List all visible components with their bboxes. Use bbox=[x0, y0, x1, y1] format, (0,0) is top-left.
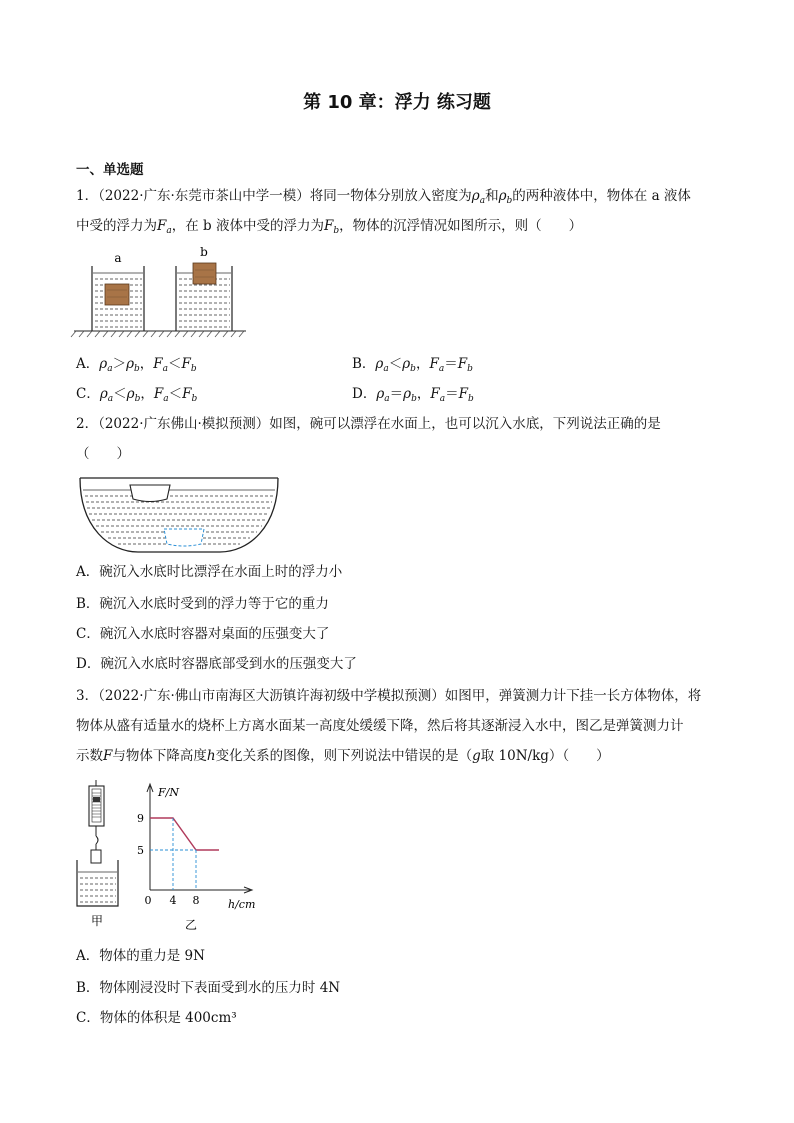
q2-stem-line2: （ ） bbox=[76, 446, 130, 462]
q2-option-d[interactable]: D．碗沉入水底时容器底部受到水的压强变大了 bbox=[76, 656, 357, 672]
q3-spring-balance-figure bbox=[74, 780, 126, 930]
q1-stem-line1: 1．（2022·广东·东莞市茶山中学一模）将同一物体分别放入密度为$\rho_a$和$\rho_b$的两种液体中，物体在 a 液体 bbox=[76, 188, 691, 206]
q2-option-a[interactable]: A．碗沉入水底时比漂浮在水面上时的浮力小 bbox=[76, 564, 343, 580]
chart-x-label: h/cm bbox=[228, 898, 256, 911]
q1-stem-line2: 中受的浮力为$F_a$，在 b 液体中受的浮力为$F_b$，物体的沉浮情况如图所示，则（ ） bbox=[76, 218, 583, 236]
chart-x-tick-8: 8 bbox=[192, 894, 200, 907]
q2-stem-line1: 2．（2022·广东佛山·模拟预测）如图，碗可以漂浮在水面上，也可以沉入水底，下列说法正确的是 bbox=[76, 416, 661, 432]
q3-stem-line3: 示数F与物体下降高度h变化关系的图像，则下列说法中错误的是（g取 10N/kg）（ ） bbox=[76, 748, 610, 764]
chart-x-tick-4: 4 bbox=[169, 894, 177, 907]
q1-option-a[interactable]: A．$\rho_a>\rho_b$，$F_a<F_b$ bbox=[76, 356, 197, 374]
q3-label-jia: 甲 bbox=[90, 914, 104, 928]
q3-label-yi: 乙 bbox=[184, 918, 198, 932]
q2-option-b[interactable]: B．碗沉入水底时受到的浮力等于它的重力 bbox=[76, 596, 329, 612]
q3-option-c[interactable]: C．物体的体积是 400cm³ bbox=[76, 1010, 237, 1026]
q1-beakers-figure bbox=[74, 246, 248, 338]
page-title: 第 10 章：浮力 练习题 bbox=[303, 92, 491, 113]
q3-option-b[interactable]: B．物体刚浸没时下表面受到水的压力时 4N bbox=[76, 980, 341, 996]
q1-label-b: b bbox=[200, 245, 208, 259]
chart-series-line bbox=[150, 818, 219, 850]
q3-force-height-chart bbox=[136, 784, 266, 934]
q1-option-b[interactable]: B．$\rho_a<\rho_b$，$F_a=F_b$ bbox=[352, 356, 473, 374]
chart-y-label: F/N bbox=[158, 786, 179, 799]
q3-option-a[interactable]: A．物体的重力是 9N bbox=[76, 948, 205, 964]
section-heading: 一、单选题 bbox=[76, 162, 144, 178]
q3-stem-line2: 物体从盛有适量水的烧杯上方离水面某一高度处缓缓下降，然后将其逐渐浸入水中，图乙是弹簧测力计 bbox=[76, 718, 684, 734]
q3-stem-line1: 3．（2022·广东·佛山市南海区大沥镇许海初级中学模拟预测）如图甲，弹簧测力计下挂一长方体物体，将 bbox=[76, 688, 702, 704]
chart-y-tick-9: 9 bbox=[137, 812, 144, 825]
q1-option-c[interactable]: C．$\rho_a<\rho_b$，$F_a<F_b$ bbox=[76, 386, 198, 404]
q1-label-a: a bbox=[114, 251, 122, 265]
q2-option-c[interactable]: C．碗沉入水底时容器对桌面的压强变大了 bbox=[76, 626, 330, 642]
chart-y-tick-5: 5 bbox=[137, 844, 144, 857]
q1-option-d[interactable]: D．$\rho_a=\rho_b$，$F_a=F_b$ bbox=[352, 386, 474, 404]
q2-bowl-figure bbox=[78, 476, 280, 554]
chart-x-tick-0: 0 bbox=[144, 894, 152, 907]
